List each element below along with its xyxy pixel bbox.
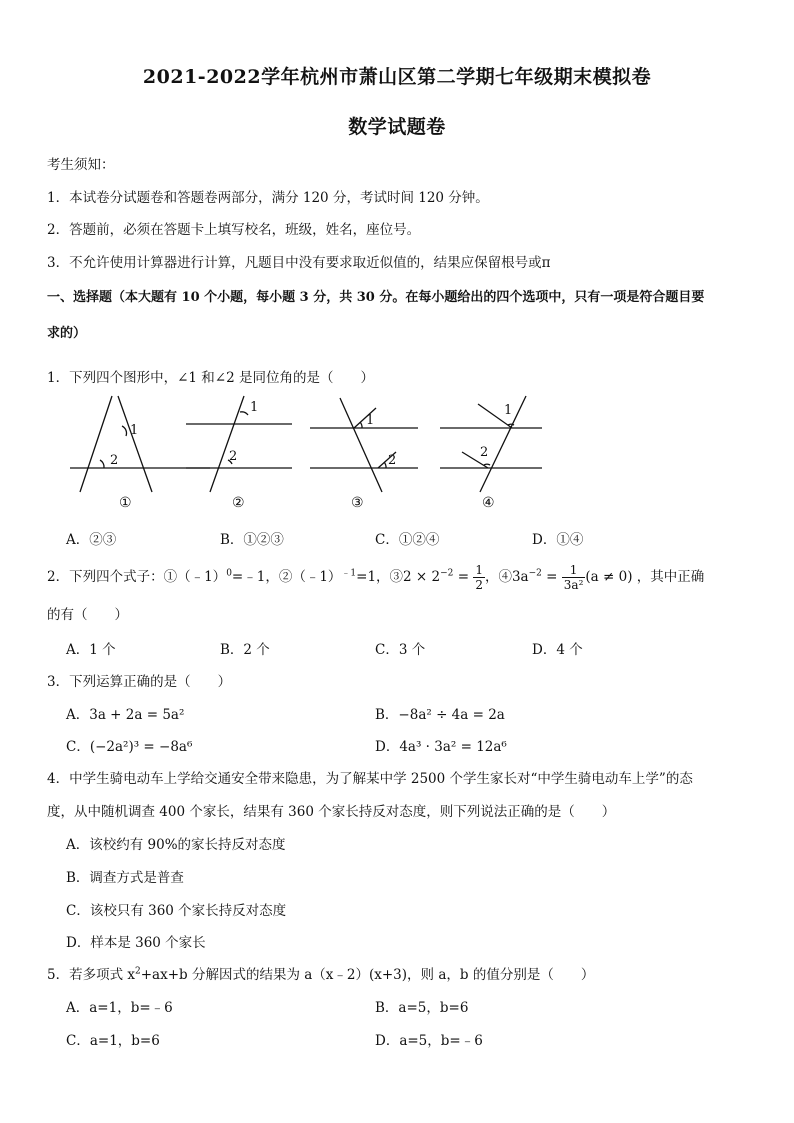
q1-option-b: B．①②③ xyxy=(220,532,284,548)
q2-fraction-4 xyxy=(562,563,586,592)
q2-part: ，④3a xyxy=(484,569,529,585)
frac-num: 1 xyxy=(475,563,483,577)
q2-option-d: D．4 个 xyxy=(532,642,583,658)
notice-item-1: 1．本试卷分试题卷和答题卷两部分，满分 120 分，考试时间 120 分钟。 xyxy=(47,190,489,206)
q4-option-d: D．样本是 360 个家长 xyxy=(66,935,206,951)
fig1-angle-1-label: 1 xyxy=(130,423,139,438)
q5-option-a: A．a=1，b=﹣6 xyxy=(66,1000,173,1016)
q3-option-b: B．−8a² ÷ 4a = 2a xyxy=(375,707,505,723)
q4-option-a: A．该校约有 90%的家长持反对态度 xyxy=(66,837,286,853)
frac-num: 1 xyxy=(562,563,586,578)
q5-option-d: D．a=5，b=﹣6 xyxy=(375,1033,483,1049)
q5-part: 5．若多项式 x xyxy=(47,967,135,983)
q1-figures xyxy=(60,392,560,497)
fig1-angle-2-label: 2 xyxy=(110,453,119,468)
q2-option-a: A．1 个 xyxy=(66,642,116,658)
figure-label-4: ④ xyxy=(482,495,495,511)
fig3-angle-2-label: 2 xyxy=(388,453,397,468)
question-1-stem: 1．下列四个图形中，∠1 和∠2 是同位角的是（ ） xyxy=(47,370,374,386)
q2-fraction-3 xyxy=(473,563,485,592)
q3-option-d: D．4a³ · 3a² = 12a⁶ xyxy=(375,739,507,755)
frac-den: 3a² xyxy=(563,578,584,592)
question-3-stem: 3．下列运算正确的是（ ） xyxy=(47,674,232,690)
q2-part: = xyxy=(541,569,562,585)
question-5-stem xyxy=(47,963,594,983)
question-4-stem: 4．中学生骑电动车上学给交通安全带来隐患，为了解某中学 2500 个学生家长对“中学生骑电动车上学”的态 xyxy=(47,771,693,787)
q4-option-b: B．调查方式是普查 xyxy=(66,870,184,886)
question-2-stem-cont: 的有（ ） xyxy=(47,607,128,623)
fig4-angle-2-label: 2 xyxy=(480,445,489,460)
figure-label-2: ② xyxy=(232,495,245,511)
question-4-stem-cont: 度，从中随机调查 400 个家长，结果有 360 个家长持反对态度，则下列说法正确的是（ ） xyxy=(47,804,616,820)
q2-part: =1，③2 × 2 xyxy=(356,569,441,585)
q4-option-c: C．该校只有 360 个家长持反对态度 xyxy=(66,903,287,919)
page-subtitle: 数学试题卷 xyxy=(348,116,446,138)
fig4-angle-1-label: 1 xyxy=(504,403,513,418)
section-heading: 一、选择题（本大题有 10 个小题，每小题 3 分，共 30 分。在每小题给出的四个选项中，只有一项是符合题目要 xyxy=(47,290,705,305)
page-title: 2021-2022学年杭州市萧山区第二学期七年级期末模拟卷 xyxy=(142,66,652,88)
q3-option-c: C．(−2a²)³ = −8a⁶ xyxy=(66,739,193,755)
figure-label-3: ③ xyxy=(351,495,364,511)
q2-part: 2．下列四个式子：①（﹣1） xyxy=(47,569,227,585)
figure-label-1: ① xyxy=(119,495,132,511)
fig3-angle-1-label: 1 xyxy=(366,413,375,428)
q1-option-a: A．②③ xyxy=(66,532,117,548)
q2-sup: ﹣1 xyxy=(341,568,357,579)
q2-part: = xyxy=(453,569,474,585)
notice-heading: 考生须知： xyxy=(47,157,115,173)
q2-option-c: C．3 个 xyxy=(375,642,426,658)
q2-sup: −2 xyxy=(528,568,542,579)
q2-sup: −2 xyxy=(440,568,454,579)
q5-option-b: B．a=5，b=6 xyxy=(375,1000,469,1016)
q3-option-a: A．3a + 2a = 5a² xyxy=(66,707,185,723)
q2-sup: 0 xyxy=(226,568,232,579)
notice-item-3: 3．不允许使用计算器进行计算，凡题目中没有要求取近似值的，结果应保留根号或π xyxy=(47,255,551,271)
fig2-angle-1-label: 1 xyxy=(250,400,259,415)
q1-option-d: D．①④ xyxy=(532,532,584,548)
q5-sup: 2 xyxy=(135,966,141,977)
notice-item-2: 2．答题前，必须在答题卡上填写校名，班级，姓名，座位号。 xyxy=(47,222,421,238)
frac-den: 2 xyxy=(475,578,483,592)
q5-part: +ax+b 分解因式的结果为 a（x﹣2）(x+3)，则 a，b 的值分别是（ ） xyxy=(140,967,595,983)
q5-option-c: C．a=1，b=6 xyxy=(66,1033,160,1049)
q1-option-c: C．①②④ xyxy=(375,532,440,548)
q2-part: =﹣1，②（﹣1） xyxy=(231,569,342,585)
section-heading-cont: 求的） xyxy=(47,326,87,341)
q2-option-b: B．2 个 xyxy=(220,642,270,658)
question-2-stem xyxy=(47,563,704,592)
fig2-angle-2-label: 2 xyxy=(229,449,238,464)
q2-part: (a ≠ 0) ，其中正确 xyxy=(585,569,705,585)
